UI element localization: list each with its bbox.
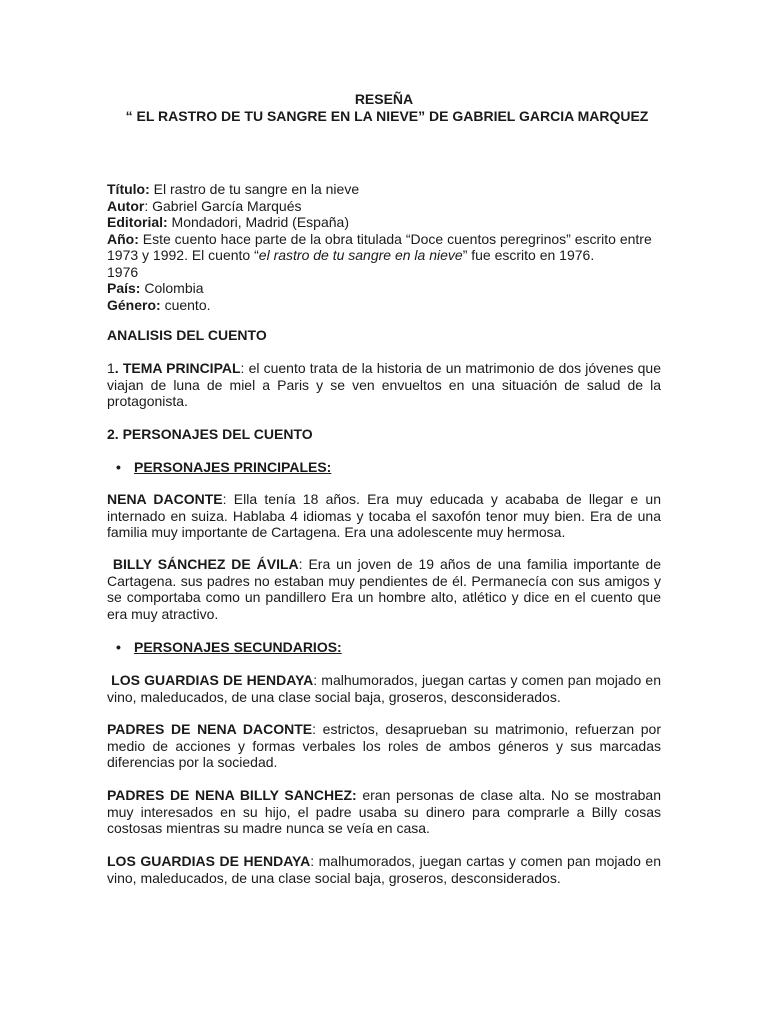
editorial-value: Mondadori, Madrid (España) [167,214,349,230]
anio-text-end: ” fue escrito en 1976. [462,247,595,263]
autor-value: : Gabriel García Marqués [144,197,302,214]
pais-label: País: [107,280,141,296]
padres-nena-label: PADRES DE NENA DACONTE [107,721,313,737]
genero-value: cuento. [160,296,211,313]
padres-nena-text: : estrictos, desaprueban su matrimonio, refuerzan por medio de acciones y formas verbales los roles de ambos géneros y sus marcadas diferencias por la sociedad. [107,721,661,770]
padres-nena-paragraph [107,721,661,771]
book-details [107,181,667,313]
principales-heading: PERSONAJES PRINCIPALES: [134,459,332,475]
pais-value: Colombia [140,280,204,296]
genero-label: Género: [107,296,161,313]
billy-label: BILLY SÁNCHEZ DE ÁVILA [107,556,299,572]
analysis-heading: ANALISIS DEL CUENTO [107,327,267,343]
detail-anio [107,231,655,264]
padres-billy-paragraph [107,787,661,837]
billy-text: : Era un joven de 19 años de una familia importante de Cartagena. sus padres no estaban muy pendientes de él. Permanecía con sus amigos y se comportaba como un pandillero Era un hombre alto, atlético y dice en el cuento que era muy atractivo. [107,556,661,622]
personajes-heading: 2. PERSONAJES DEL CUENTO [107,426,313,442]
nena-text: : Ella tenía 18 años. Era muy educada y acababa de llegar e un internado en suiza. Hablaba 4 idiomas y tocaba el saxofón tenor muy bien. Era de una familia muy importante de Cartagena. Era una adolescente muy hermosa. [107,491,661,540]
tema-label: . TEMA PRINCIPAL [114,360,241,376]
detail-editorial [107,214,667,231]
titulo-value: El rastro de tu sangre en la nieve [149,181,360,197]
guardias-paragraph [107,672,661,705]
bullet-dot-icon: • [116,459,121,475]
padres-billy-label: PADRES DE NENA BILLY SANCHEZ: [107,787,357,803]
tema-text: : el cuento trata de la historia de un matrimonio de dos jóvenes que viajan de luna de miel a Paris y se ven envueltos en una situación de salud de la protagonista. [107,360,661,409]
guardias-label: LOS GUARDIAS DE HENDAYA [107,672,314,688]
anio-label: Año: [107,230,139,247]
nena-label: NENA DACONTE [107,491,223,507]
detail-year: 1976 [107,263,139,280]
tema-number: 1 [107,360,115,376]
editorial-label: Editorial: [107,214,168,230]
tema-principal-paragraph [107,360,661,410]
bullet-principales [116,459,331,476]
guardias-repeat-text: : malhumorados, juegan cartas y comen pan mojado en vino, maleducados, de una clase social baja, groseros, desconsiderados. [107,853,661,886]
nena-paragraph [107,491,661,541]
guardias-text: : malhumorados, juegan cartas y comen pan mojado en vino, maleducados, de una clase social baja, groseros, desconsiderados. [107,672,661,705]
anio-italic-title: el rastro de tu sangre en la nieve [258,247,463,263]
bullet-secundarios [116,639,342,656]
guardias-repeat-label: LOS GUARDIAS DE HENDAYA [107,853,311,869]
secundarios-heading: PERSONAJES SECUNDARIOS: [134,639,342,655]
titulo-label: Título: [107,181,150,197]
document-subtitle: “ EL RASTRO DE TU SANGRE EN LA NIEVE” DE GABRIEL GARCIA MARQUEZ [125,108,649,124]
anio-text: Este cuento hace parte de la obra titulada “Doce cuentos peregrinos” escrito entre 1973 y 1992. El cuento “ [107,230,652,263]
document-title: RESEÑA [354,91,414,107]
detail-titulo [107,181,667,198]
detail-autor [107,198,667,215]
padres-billy-text: eran personas de clase alta. No se mostraban muy interesados en su hijo, el padre usaba su dinero para comprarle a Billy cosas costosas mientras su madre nunca se veía en casa. [107,787,661,836]
detail-pais [107,280,667,297]
bullet-dot-icon: • [116,639,121,655]
detail-genero [107,297,667,314]
autor-label: Autor [107,197,145,214]
billy-paragraph [107,556,661,622]
guardias-repeat-paragraph [107,853,661,886]
